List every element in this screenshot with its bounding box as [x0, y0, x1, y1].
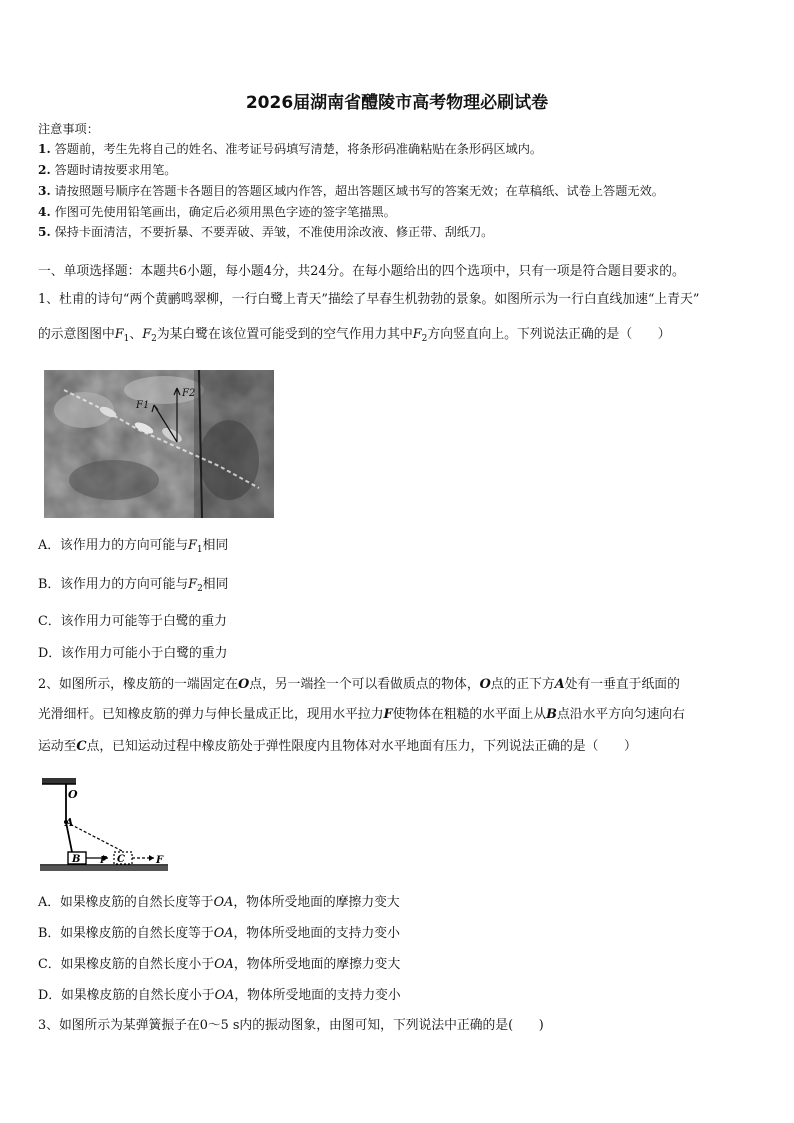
section-heading: 一、单项选择题：本题共6小题，每小题4分，共24分。在每小题给出的四个选项中，只有一项是符合题目要求的。 — [38, 264, 685, 279]
notice-item: 5. 保持卡面清洁，不要折暴、不要弄破、弄皱，不准使用涂改液、修正带、刮纸刀。 — [38, 225, 494, 239]
q2-option-a: A．如果橡皮筋的自然长度等于OA，物体所受地面的摩擦力变大 — [38, 895, 400, 910]
q1-option-c: C．该作用力可能等于白鹭的重力 — [38, 614, 227, 629]
notice-item: 2. 答题时请按要求用笔。 — [38, 163, 177, 177]
q2-option-c: C．如果橡皮筋的自然长度小于OA，物体所受地面的摩擦力变大 — [38, 957, 401, 972]
q2-stem-line2: 光滑细杆。已知橡皮筋的弹力与伸长量成正比，现用水平拉力F使物体在粗糙的水平面上从B点沿水平方向匀速向右 — [38, 707, 685, 722]
notice-item: 1. 答题前，考生先将自己的姓名、准考证号码填写清楚，将条形码准确粘贴在条形码区域内。 — [38, 142, 543, 156]
q2-stem-line3: 运动至C点，已知运动过程中橡皮筋处于弹性限度内且物体对水平地面有压力，下列说法正确的是（ ） — [38, 739, 637, 754]
label-f-2: F — [156, 855, 164, 866]
q2-option-b: B．如果橡皮筋的自然长度等于OA，物体所受地面的支持力变小 — [38, 926, 400, 941]
q1-stem-line2: 的示意图图中$F_1$、$F_2$为某白鹭在该位置可能受到的空气作用力其中$F_2$方向竖直向上。下列说法正确的是（ ） — [38, 327, 671, 344]
q1-option-b: B．该作用力的方向可能与$F_2$相同 — [38, 577, 229, 594]
notice-item: 4. 作图可先使用铅笔画出，确定后必须用黑色字迹的签字笔描黑。 — [38, 205, 396, 219]
label-b: B — [72, 854, 81, 865]
f1-label: F1 — [136, 400, 150, 411]
q2-option-d: D．如果橡皮筋的自然长度小于OA，物体所受地面的支持力变小 — [38, 988, 401, 1003]
rubber-band-diagram — [38, 776, 170, 876]
label-f-1: F — [100, 856, 107, 866]
label-c: C — [117, 854, 125, 865]
f2-label: F2 — [182, 388, 196, 399]
notice-item: 3. 请按照题号顺序在答题卡各题目的答题区域内作答，超出答题区域书写的答案无效；在草稿纸、试卷上答题无效。 — [38, 184, 664, 198]
q2-stem-line1: 2、如图所示，橡皮筋的一端固定在O点，另一端拴一个可以看做质点的物体，O点的正下方A处有一垂直于纸面的 — [38, 677, 680, 692]
q3-stem: 3、如图所示为某弹簧振子在0～5 s内的振动图象，由图可知，下列说法中正确的是( ) — [38, 1018, 544, 1033]
egret-photo — [44, 370, 274, 518]
q1-option-d: D．该作用力可能小于白鹭的重力 — [38, 646, 228, 661]
label-o: O — [68, 788, 78, 801]
q1-stem-line1: 1、杜甫的诗句“两个黄鹂鸣翠柳，一行白鹭上青天”描绘了早春生机勃勃的景象。如图所示为一行白直线加速“上青天” — [38, 292, 700, 307]
notice-heading: 注意事项： — [38, 122, 99, 136]
page-title: 2026届湖南省醴陵市高考物理必刷试卷 — [245, 93, 549, 113]
egret-photo-image — [44, 370, 274, 518]
label-a: A — [65, 816, 74, 829]
q1-option-a: A．该作用力的方向可能与$F_1$相同 — [38, 538, 229, 555]
